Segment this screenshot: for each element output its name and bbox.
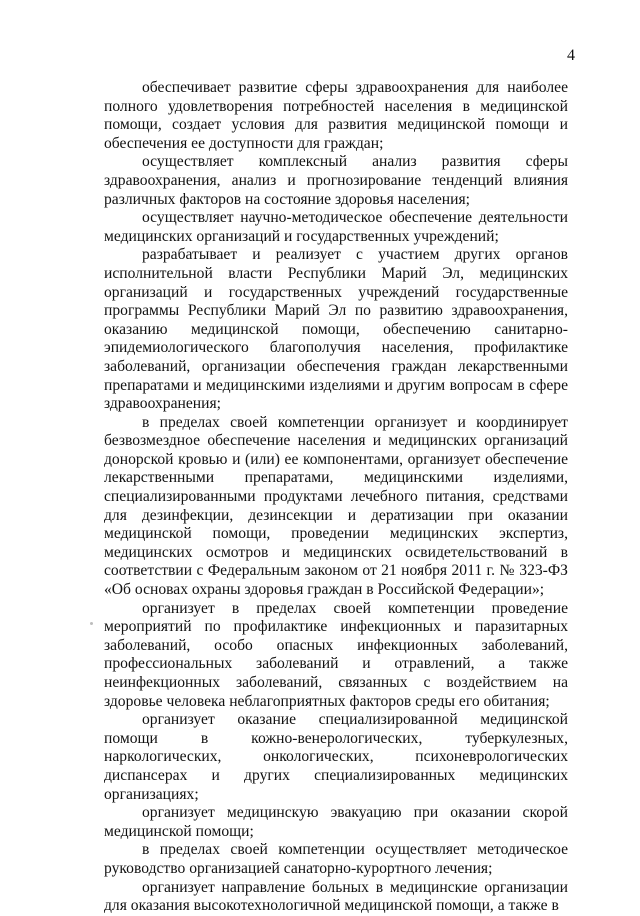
paragraph-blood-supply: в пределах своей компетенции организует и координирует безвозмездное обеспечение населения и медицинских организаций донорской кровью и (или) ее компонентами, организует обеспечение лекарственными препаратами, медицинскими изделиями, специализированными продуктами лечебного питания, средствами для дезинфекции, дезинсекции и дератизации при оказании медицинской помощи, проведении медицинских экспертиз, медицинских осмотров и медицинских освидетельствований в соответствии с Федеральным законом от 21 ноября 2011 г. № 323-ФЗ «Об основах охраны здоровья граждан в Российской Федерации»; — [104, 413, 568, 599]
paragraph-medical-evacuation: организует медицинскую эвакуацию при оказании скорой медицинской помощи; — [104, 804, 568, 840]
document-body — [104, 79, 568, 916]
paragraph-sanatorium: в пределах своей компетенции осуществляет методическое руководство организацией санаторно-курортного лечения; — [104, 841, 568, 877]
paragraph-high-tech-care: организует направление больных в медицинские организации для оказания высокотехнологичной медицинской помощи, а также в — [104, 878, 568, 915]
paragraph-methodical-support: осуществляет научно-методическое обеспечение деятельности медицинских организаций и государственных учреждений; — [104, 209, 568, 245]
page-number: 4 — [567, 47, 575, 64]
paragraph-specialized-care: организует оказание специализированной медицинской помощи в кожно-венерологических, туберкулезных, наркологических, онкологических, психоневрологических диспансерах и других специализированных медицинских организациях; — [104, 711, 568, 803]
paragraph-state-programs: разрабатывает и реализует с участием других органов исполнительной власти Республики Марий Эл, медицинских организаций и государственных учреждений государственные программы Республики Марий Эл по развитию здравоохранения, оказанию медицинской помощи, обеспечению санитарно-эпидемиологического благополучия населения, профилактике заболеваний, организации обеспечения граждан лекарственными препаратами и медицинскими изделиями и другим вопросам в сфере здравоохранения; — [104, 246, 568, 413]
margin-mark — [90, 622, 93, 625]
paragraph-disease-prevention: организует в пределах своей компетенции проведение мероприятий по профилактике инфекционных и паразитарных заболеваний, особо опасных инфекционных заболеваний, профессиональных заболеваний и отравлений, а также неинфекционных заболеваний, связанных с воздействием на здоровье человека неблагоприятных факторов среды его обитания; — [104, 599, 568, 710]
paragraph-analysis: осуществляет комплексный анализ развития сферы здравоохранения, анализ и прогнозирование тенденций влияния различных факторов на состояние здоровья населения; — [104, 153, 568, 208]
paragraph-healthcare-development: обеспечивает развитие сферы здравоохранения для наиболее полного удовлетворения потребностей населения в медицинской помощи, создает условия для развития медицинской помощи и обеспечения ее доступности для граждан; — [104, 79, 568, 152]
